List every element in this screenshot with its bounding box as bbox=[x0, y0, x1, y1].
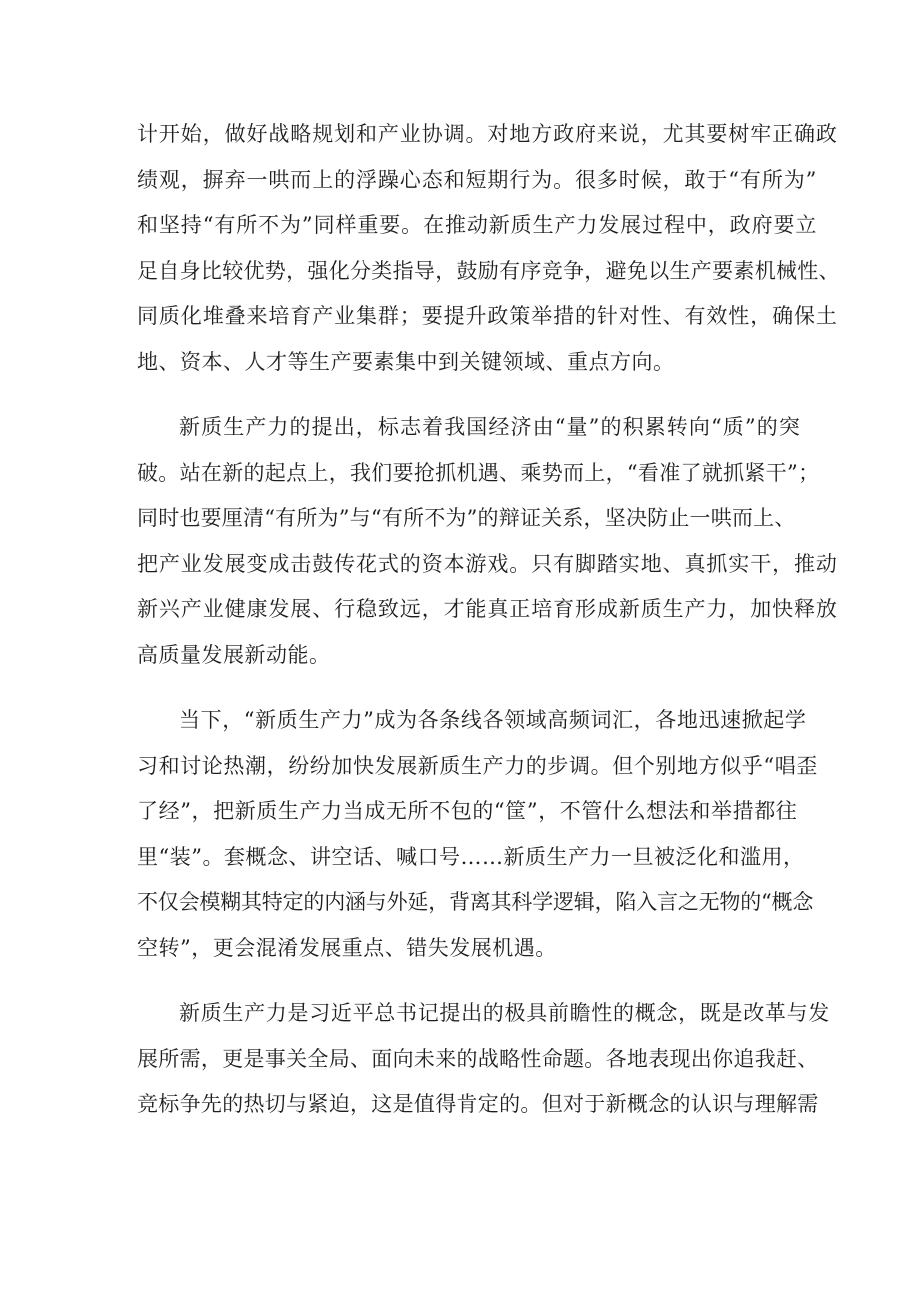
text-line: 展所需，更是事关全局、面向未来的战略性命题。各地表现出你追我赶、 bbox=[137, 1046, 819, 1071]
text-line: 空转”，更会混淆发展重点、错失发展机遇。 bbox=[137, 935, 557, 960]
text-line: 习和讨论热潮，纷纷加快发展新质生产力的步调。但个别地方似乎“唱歪 bbox=[137, 753, 818, 778]
text-line: 当下，“新质生产力”成为各条线各领域高频词汇，各地迅速掀起学 bbox=[179, 708, 807, 732]
text-line: 竞标争先的热切与紧迫，这是值得肯定的。但对于新概念的认识与理解需 bbox=[137, 1092, 819, 1116]
text-line: 和坚持“有所不为”同样重要。在推动新质生产力发展过程中，政府要立 bbox=[137, 213, 818, 237]
text-line: 了经”，把新质生产力当成无所不包的“筐”，不管什么想法和举措都往 bbox=[137, 799, 798, 823]
text-line: 新质生产力是习近平总书记提出的极具前瞻性的概念，既是改革与发 bbox=[179, 1001, 830, 1025]
text-line: 足自身比较优势，强化分类指导，鼓励有序竞争，避免以生产要素机械性、 bbox=[137, 258, 840, 283]
text-line: 高质量发展新动能。 bbox=[137, 642, 331, 667]
text-line: 把产业发展变成击鼓传花式的资本游戏。只有脚踏实地、真抓实干，推动 bbox=[137, 551, 838, 576]
text-line: 同时也要厘清“有所为”与“有所不为”的辩证关系，坚决防止一哄而上、 bbox=[137, 506, 796, 530]
text-line: 里“装”。套概念、讲空话、喊口号……新质生产力一旦被泛化和滥用， bbox=[137, 844, 805, 869]
text-line: 新兴产业健康发展、行稳致远，才能真正培育形成新质生产力，加快释放 bbox=[137, 597, 838, 621]
text-line: 地、资本、人才等生产要素集中到关键领域、重点方向。 bbox=[137, 349, 675, 374]
text-line: 计开始，做好战略规划和产业协调。对地方政府来说，尤其要树牢正确政 bbox=[137, 122, 838, 146]
paragraph-1 bbox=[137, 112, 840, 385]
text-line: 不仅会模糊其特定的内涵与外延，背离其科学逻辑，陷入言之无物的“概念 bbox=[137, 890, 814, 914]
paragraph-3 bbox=[137, 698, 818, 971]
text-line: 同质化堆叠来培育产业集群；要提升政策举措的针对性、有效性，确保土 bbox=[137, 304, 838, 328]
paragraph-4 bbox=[137, 991, 830, 1128]
article-body bbox=[137, 112, 840, 1128]
text-line: 破。站在新的起点上，我们要抢抓机遇、乘势而上，“看准了就抓紧干”； bbox=[137, 460, 820, 485]
text-line: 绩观，摒弃一哄而上的浮躁心态和短期行为。很多时候，敢于“有所为” bbox=[137, 167, 818, 192]
text-line: 新质生产力的提出，标志着我国经济由“量”的积累转向“质”的突 bbox=[179, 415, 801, 439]
paragraph-2 bbox=[137, 405, 838, 678]
